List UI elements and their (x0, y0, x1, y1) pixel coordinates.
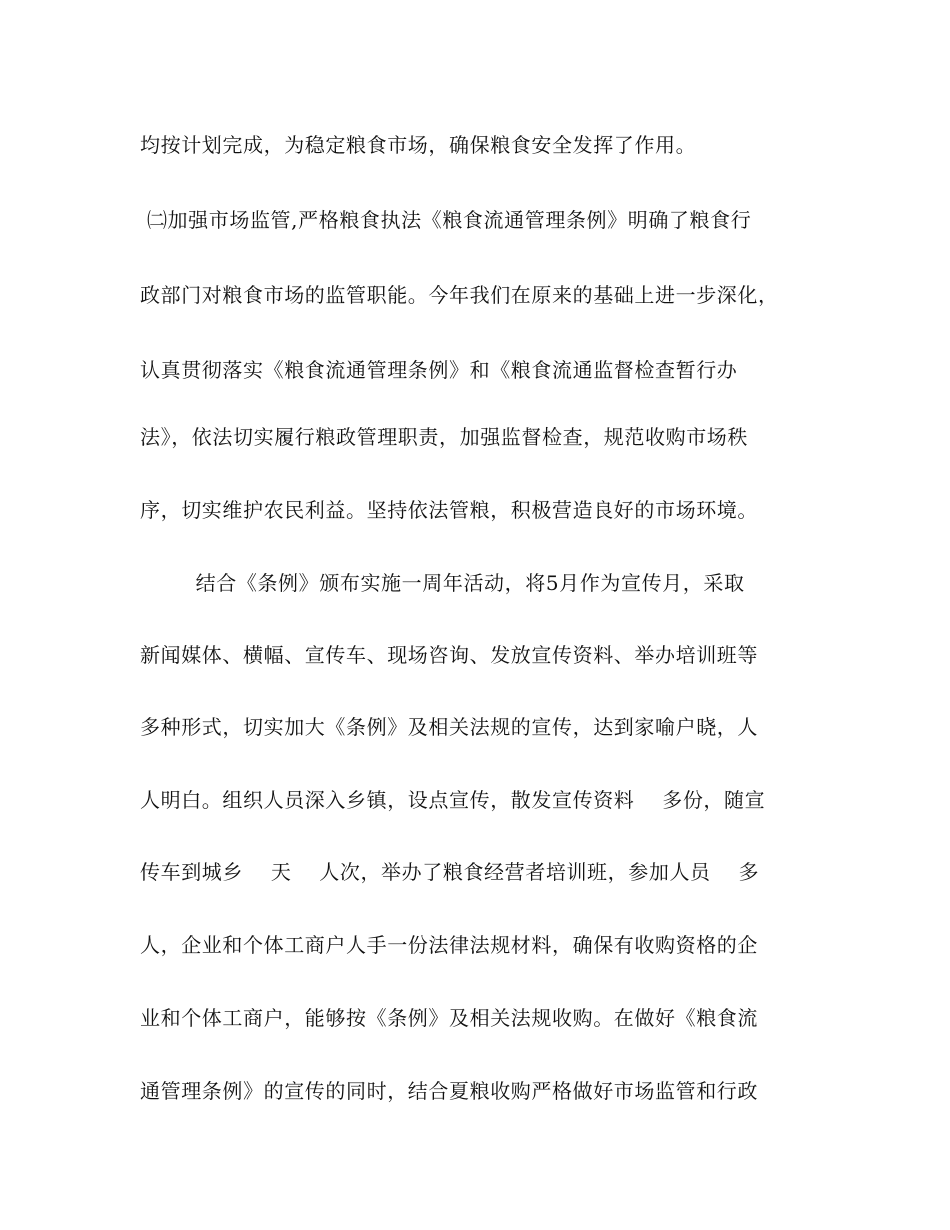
text-line: 多种形式，切实加大《条例》及相关法规的宣传，达到家喻户晓，人 (140, 715, 758, 739)
text-line: 通管理条例》的宣传的同时，结合夏粮收购严格做好市场监管和行政 (140, 1079, 758, 1103)
text-line: 新闻媒体、横幅、宣传车、现场咨询、发放宣传资料、举办培训班等 (140, 643, 758, 667)
text-line: 政部门对粮食市场的监管职能。今年我们在原来的基础上进一步深化， (140, 283, 779, 307)
text-line: 均按计划完成，为稳定粮食市场，确保粮食安全发挥了作用。 (140, 133, 697, 157)
text-line: 结合《条例》颁布实施一周年活动，将5月作为宣传月，采取 (140, 571, 745, 595)
text-line: 法》，依法切实履行粮政管理职责，加强监督检查，规范收购市场秩 (140, 425, 748, 449)
text-line: 业和个体工商户，能够按《条例》及相关法规收购。在做好《粮食流 (140, 1006, 758, 1030)
text-line: 人，企业和个体工商户人手一份法律法规材料，确保有收购资格的企 (140, 933, 758, 957)
text-line: 传车到城乡 天 人次，举办了粮食经营者培训班，参加人员 多 (140, 860, 760, 884)
text-line: 人明白。组织人员深入乡镇，设点宣传，散发宣传资料 多份，随宣 (140, 788, 766, 812)
text-line: 认真贯彻落实《粮食流通管理条例》和《粮食流通监督检查暂行办 (140, 358, 738, 382)
text-line: 序，切实维护农民利益。坚持依法管粮，积极营造良好的市场环境。 (140, 498, 758, 522)
text-line: ㈡加强市场监管,严格粮食执法《粮食流通管理条例》明确了粮食行 (140, 208, 752, 232)
